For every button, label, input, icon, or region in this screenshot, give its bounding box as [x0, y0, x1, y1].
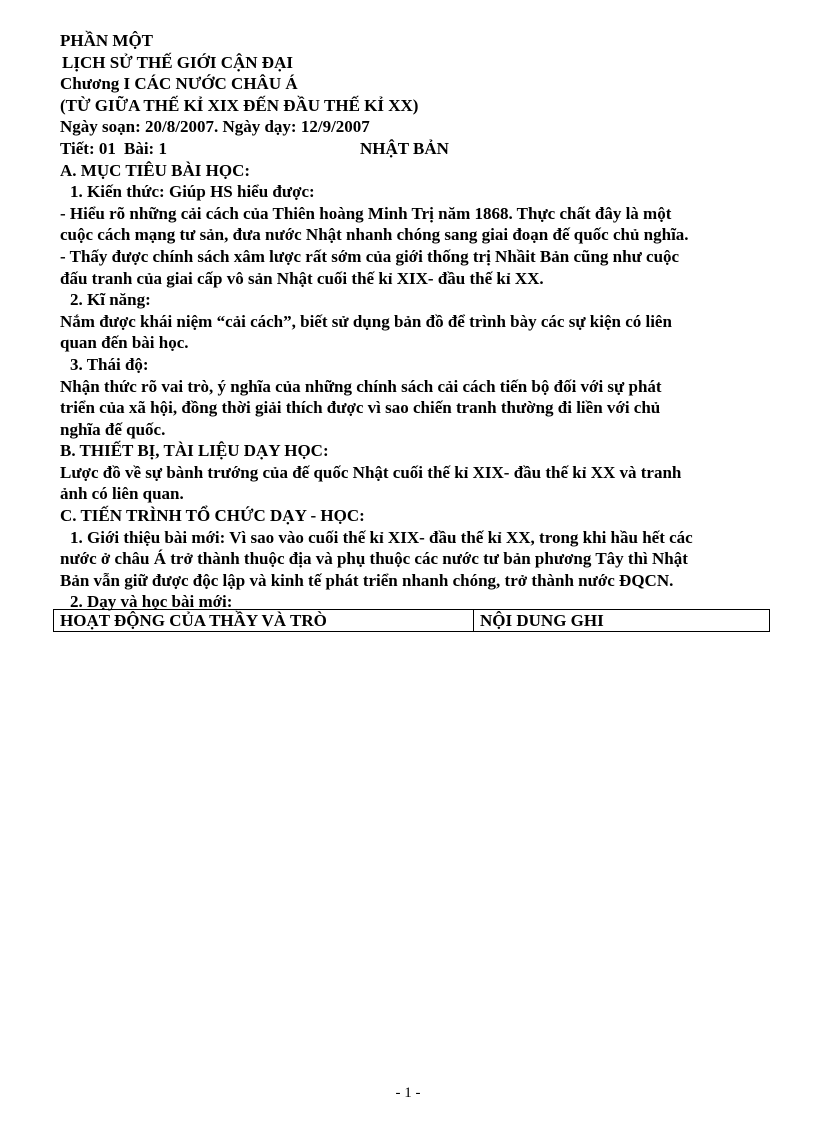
page-number: - 1 -	[395, 1085, 421, 1101]
intro-line: nước ở châu Á trở thành thuộc địa và phụ thuộc các nước tư bản phương Tây thì Nhật	[60, 549, 688, 569]
table-header-notes: NỘI DUNG GHI	[480, 611, 604, 630]
knowledge-heading: 1. Kiến thức: Giúp HS hiểu được:	[70, 182, 315, 202]
teach-heading: 2. Dạy và học bài mới:	[70, 592, 233, 612]
skills-heading: 2. Kĩ năng:	[70, 290, 151, 310]
knowledge-line: - Hiểu rõ những cải cách của Thiên hoàng Minh Trị năm 1868. Thực chất đây là một	[60, 203, 672, 223]
knowledge-line: - Thấy được chính sách xâm lược rất sớm của giới thống trị Nhầit Bản cũng như cuộc	[60, 246, 680, 266]
intro-line: 1. Giới thiệu bài mới: Vì sao vào cuối thế kỉ XIX- đầu thế kỉ XX, trong khi hầu hết các	[70, 527, 693, 547]
section-a-title: A. MỤC TIÊU BÀI HỌC:	[60, 160, 251, 180]
attitude-line: Nhận thức rõ vai trò, ý nghĩa của những chính sách cải cách tiến bộ đối với sự phát	[60, 376, 662, 396]
intro-line: Bản vẫn giữ được độc lập và kinh tế phát triển nhanh chóng, trở thành nước ĐQCN.	[60, 570, 674, 590]
knowledge-line: cuộc cách mạng tư sản, đưa nước Nhật nhanh chóng sang giai đoạn đế quốc chủ nghĩa.	[60, 225, 689, 245]
equipment-line: ảnh có liên quan.	[60, 484, 184, 504]
attitude-line: triển của xã hội, đồng thời giải thích được vì sao chiến tranh thường đi liền với chủ	[60, 398, 661, 418]
chapter-heading: Chương I CÁC NƯỚC CHÂU Á	[60, 74, 298, 94]
lesson-info-row	[60, 138, 772, 160]
document-page	[60, 30, 772, 613]
knowledge-line: đấu tranh của giai cấp vô sản Nhật cuối thế kỉ XIX- đầu thế kỉ XX.	[60, 268, 544, 288]
period-number: Tiết: 01	[60, 138, 116, 158]
skills-line: Nắm được khái niệm “cải cách”, biết sử dụng bản đồ để trình bày các sự kiện có liên	[60, 311, 672, 331]
section-b-title: B. THIẾT BỊ, TÀI LIỆU DẠY HỌC:	[60, 441, 329, 461]
lesson-table-header	[53, 609, 770, 632]
table-header-activities: HOẠT ĐỘNG CỦA THẦY VÀ TRÒ	[54, 610, 474, 631]
attitude-heading: 3. Thái độ:	[70, 354, 149, 374]
lesson-dates: Ngày soạn: 20/8/2007. Ngày dạy: 12/9/2007	[60, 117, 370, 137]
lesson-number: Bài: 1	[124, 138, 167, 158]
part-heading: PHẦN MỘT	[60, 31, 154, 50]
lesson-title: NHẬT BẢN	[360, 138, 449, 158]
subject-heading: LỊCH SỬ THẾ GIỚI CẬN ĐẠI	[62, 52, 293, 72]
skills-line: quan đến bài học.	[60, 333, 189, 353]
section-c-title: C. TIẾN TRÌNH TỔ CHỨC DẠY - HỌC:	[60, 506, 365, 526]
attitude-line: nghĩa đế quốc.	[60, 419, 166, 439]
equipment-line: Lược đồ về sự bành trướng của đế quốc Nhật cuối thế kỉ XIX- đầu thế kỉ XX và tranh	[60, 462, 682, 482]
period-heading: (TỪ GIỮA THẾ KỈ XIX ĐẾN ĐẦU THẾ KỈ XX)	[60, 95, 419, 115]
